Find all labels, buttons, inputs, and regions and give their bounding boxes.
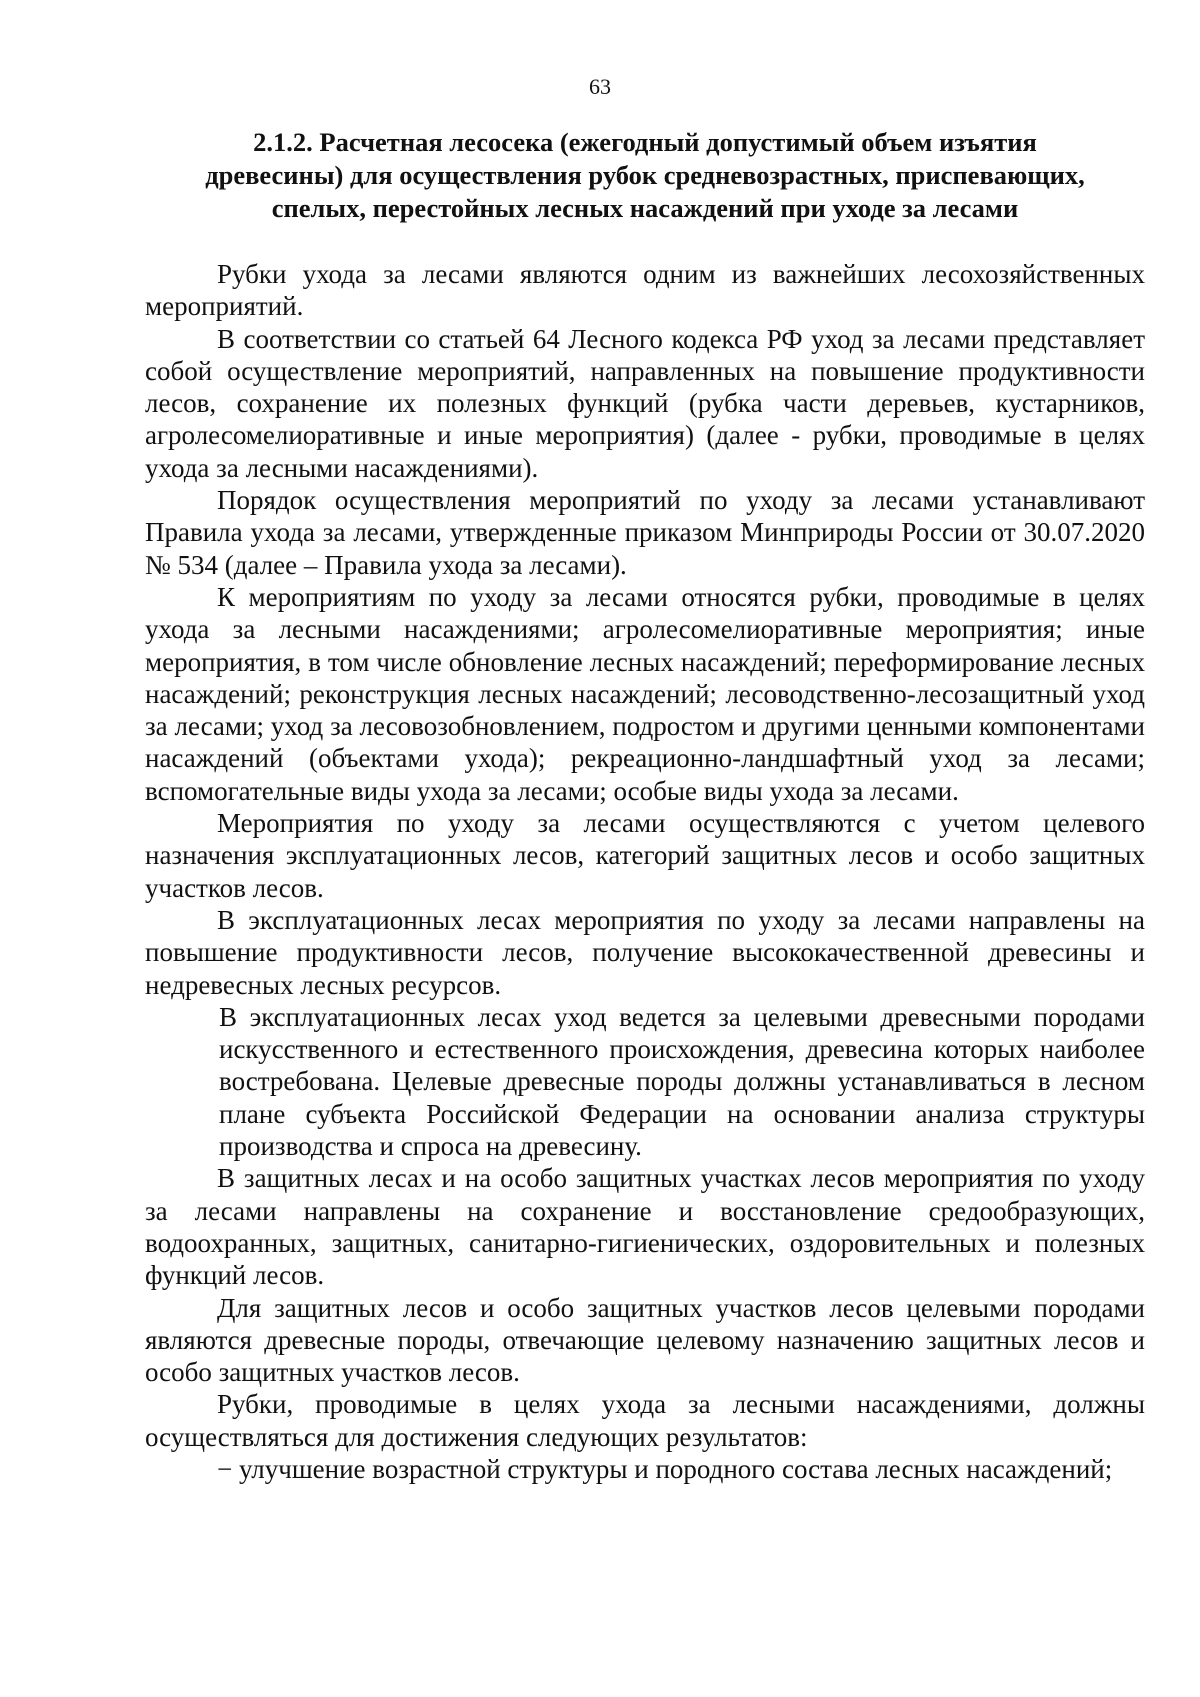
paragraph-indented-block: В эксплуатационных лесах уход ведется за целевыми древесными породами искусственного и естественного происхождения, древесина которых наиболее востребована. Целевые древесные породы должны устанавливаться в лесном плане субъекта Российской Федерации на основании анализа структуры производства и спроса на древесину.: [219, 1001, 1145, 1162]
heading-line: спелых, перестойных лесных насаждений при уходе за лесами: [271, 193, 1019, 223]
page-number: 63: [589, 74, 611, 99]
section-heading: [150, 126, 1140, 225]
paragraph: Рубки ухода за лесами являются одним из важнейших лесохозяйственных мероприятий.: [145, 259, 1145, 322]
paragraph: В соответствии со статьей 64 Лесного кодекса РФ уход за лесами представляет собой осуществление мероприятий, направленных на повышение продуктивности лесов, сохранение их полезных функций (рубка части деревьев, кустарников, агролесомелиоративные и иные мероприятия) (далее - рубки, проводимые в целях ухода за лесными насаждениями).: [145, 323, 1145, 483]
heading-line: древесины) для осуществления рубок средневозрастных, приспевающих,: [205, 160, 1085, 190]
paragraph: Рубки, проводимые в целях ухода за лесными насаждениями, должны осуществляться для достижения следующих результатов:: [145, 1389, 1145, 1452]
paragraph: В защитных лесах и на особо защитных участках лесов мероприятия по уходу за лесами направлены на сохранение и восстановление средообразующих, водоохранных, защитных, санитарно-гигиенических, оздоровительных и полезных функций лесов.: [145, 1163, 1145, 1291]
paragraph: К мероприятиям по уходу за лесами относятся рубки, проводимые в целях ухода за лесными насаждениями; агролесомелиоративные мероприятия; иные мероприятия, в том числе обновление лесных насаждений; переформирование лесных насаждений; реконструкция лесных насаждений; лесоводственно-лесозащитный уход за лесами; уход за лесовозобновлением, подростом и другими ценными компонентами насаждений (объектами ухода); рекреационно-ландшафтный уход за лесами; вспомогательные виды ухода за лесами; особые виды ухода за лесами.: [145, 581, 1145, 806]
heading-line: 2.1.2. Расчетная лесосека (ежегодный допустимый объем изъятия: [253, 127, 1037, 157]
body-text: [145, 258, 1145, 1485]
paragraph: В эксплуатационных лесах мероприятия по уходу за лесами направлены на повышение продуктивности лесов, получение высококачественной древесины и недревесных лесных ресурсов.: [145, 904, 1145, 1000]
paragraph: Порядок осуществления мероприятий по уходу за лесами устанавливают Правила ухода за лесами, утвержденные приказом Минприроды России от 30.07.2020 № 534 (далее – Правила ухода за лесами).: [145, 485, 1145, 580]
paragraph: Для защитных лесов и особо защитных участков лесов целевыми породами являются древесные породы, отвечающие целевому назначению защитных лесов и особо защитных участков лесов.: [145, 1292, 1145, 1388]
list-item: − улучшение возрастной структуры и породного состава лесных насаждений;: [217, 1453, 1113, 1484]
paragraph: Мероприятия по уходу за лесами осуществляются с учетом целевого назначения эксплуатационных лесов, категорий защитных лесов и особо защитных участков лесов.: [145, 808, 1145, 903]
